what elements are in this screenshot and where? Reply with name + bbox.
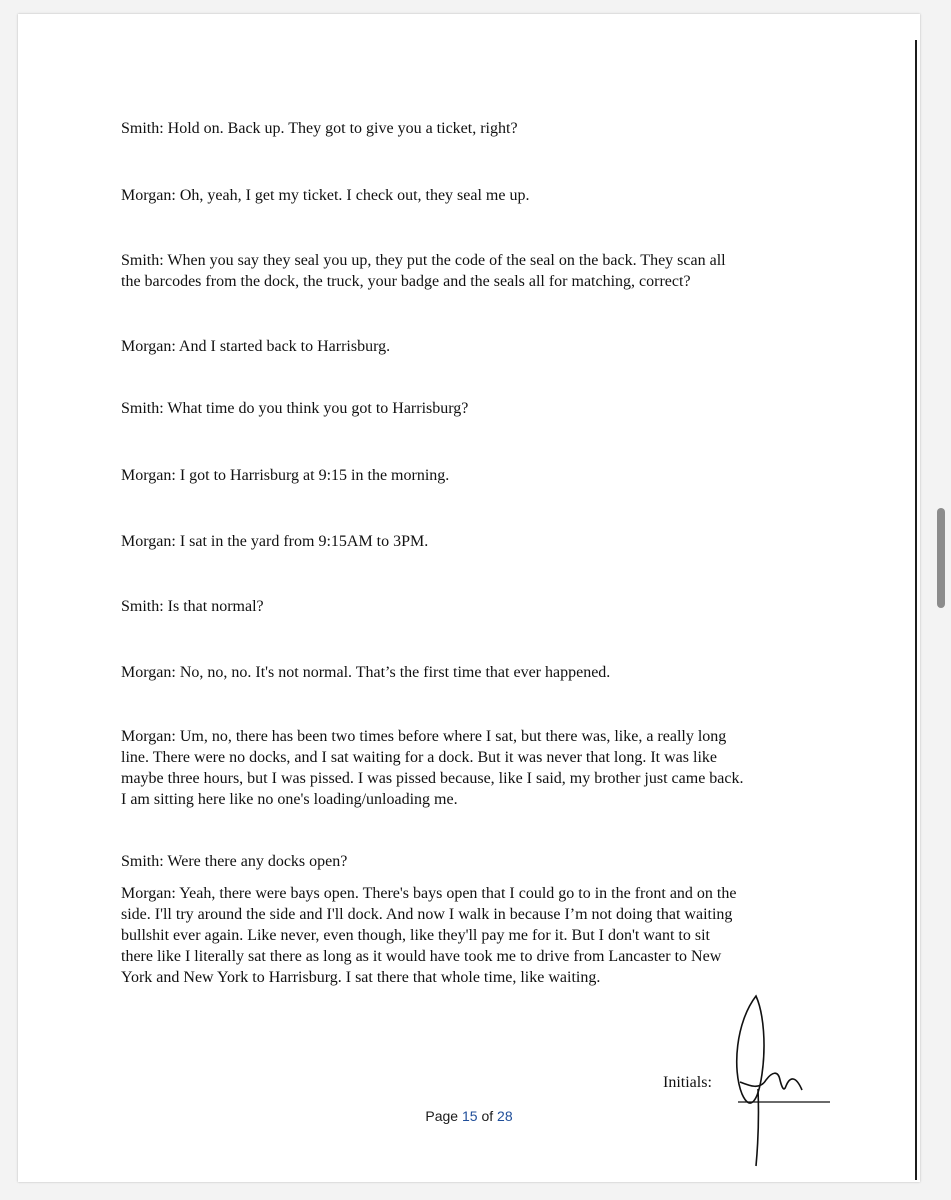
transcript-paragraph — [121, 250, 836, 292]
transcript-line: Morgan: No, no, no. It's not normal. That’s the first time that ever happened. — [121, 664, 611, 681]
transcript-paragraph — [121, 465, 836, 486]
page-current: 15 — [461, 1108, 478, 1124]
initials-label: Initials: — [663, 1074, 712, 1091]
transcript-line: side. I'll try around the side and I'll dock. And now I walk in because I’m not doing that waiting — [121, 906, 733, 923]
transcript-line: the barcodes from the dock, the truck, your badge and the seals all for matching, correct? — [121, 273, 691, 290]
page-edge-divider — [915, 40, 917, 1180]
scrollbar-thumb[interactable] — [937, 508, 945, 608]
transcript-line: Smith: Is that normal? — [121, 598, 264, 615]
transcript-line: York and New York to Harrisburg. I sat there that whole time, like waiting. — [121, 969, 601, 986]
transcript-line: Smith: What time do you think you got to Harrisburg? — [121, 400, 469, 417]
page-total: 28 — [497, 1108, 513, 1124]
transcript-line: Smith: When you say they seal you up, they put the code of the seal on the back. They scan all — [121, 252, 726, 269]
transcript-paragraph — [121, 531, 836, 552]
transcript-line: I am sitting here like no one's loading/unloading me. — [121, 791, 458, 808]
page-of: of — [481, 1108, 494, 1124]
transcript-paragraph — [121, 185, 836, 206]
transcript-line: Smith: Hold on. Back up. They got to give you a ticket, right? — [121, 120, 518, 137]
transcript-line: Morgan: Um, no, there has been two times before where I sat, but there was, like, a really long — [121, 728, 727, 745]
page-prefix: Page — [425, 1108, 459, 1124]
page-number — [18, 1107, 920, 1125]
transcript-paragraph — [121, 596, 836, 617]
transcript-line: Smith: Were there any docks open? — [121, 853, 348, 870]
transcript-line: maybe three hours, but I was pissed. I was pissed because, like I said, my brother just came back. — [121, 770, 744, 787]
transcript-paragraph — [121, 726, 836, 810]
transcript-paragraph — [121, 662, 836, 683]
transcript-line: bullshit ever again. Like never, even though, like they'll pay me for it. But I don't want to sit — [121, 927, 710, 944]
transcript-line: there like I literally sat there as long as it would have took me to drive from Lancaster to New — [121, 948, 722, 965]
transcript-line: Morgan: Oh, yeah, I get my ticket. I check out, they seal me up. — [121, 187, 530, 204]
document-page — [18, 14, 920, 1182]
transcript-line: Morgan: I got to Harrisburg at 9:15 in the morning. — [121, 467, 450, 484]
transcript-line: line. There were no docks, and I sat waiting for a dock. But it was never that long. It was like — [121, 749, 717, 766]
transcript-line: Morgan: And I started back to Harrisburg. — [121, 338, 391, 355]
transcript-line: Morgan: I sat in the yard from 9:15AM to 3PM. — [121, 533, 429, 550]
initials-signature — [718, 994, 848, 1169]
transcript-paragraph — [121, 398, 836, 419]
transcript-paragraph — [121, 336, 836, 357]
transcript-paragraph — [121, 118, 836, 139]
transcript-paragraph — [121, 883, 836, 988]
transcript-line: Morgan: Yeah, there were bays open. There's bays open that I could go to in the front and on the — [121, 885, 737, 902]
transcript-paragraph — [121, 851, 836, 872]
